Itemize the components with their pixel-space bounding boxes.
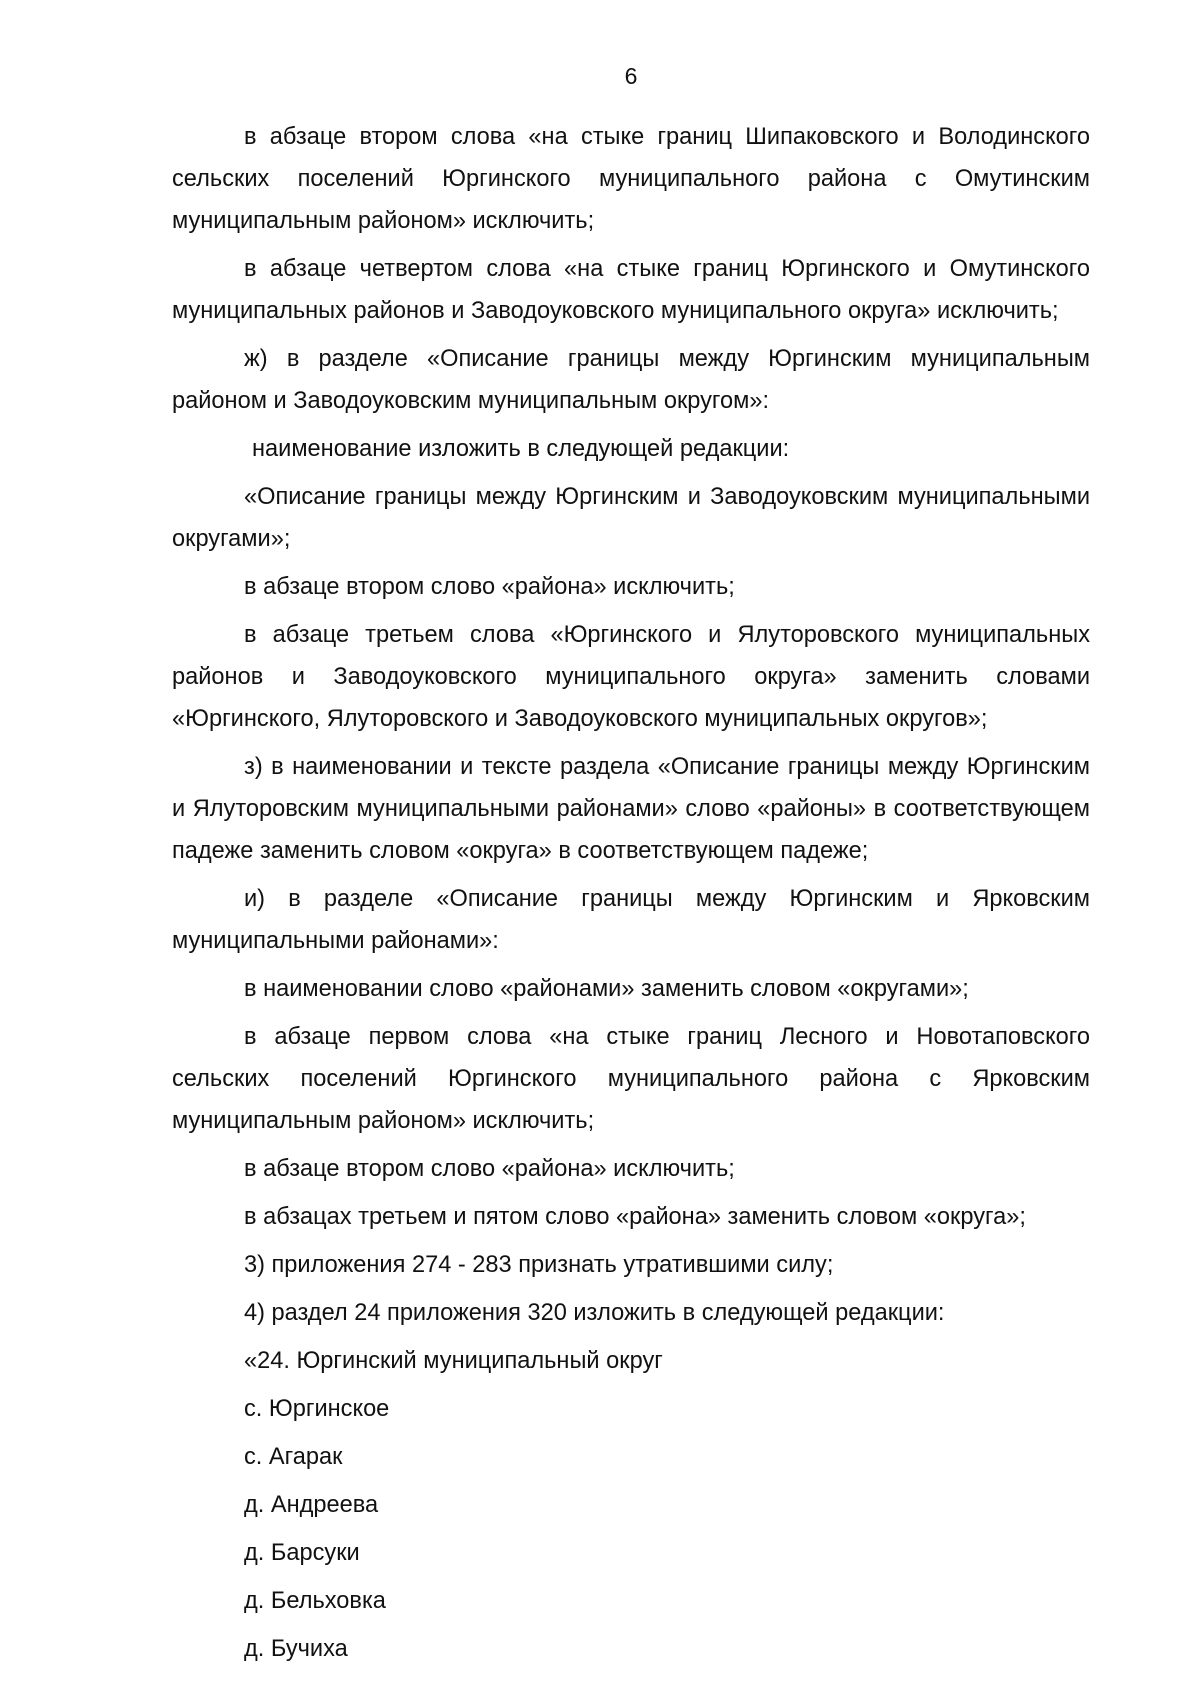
paragraph: в абзаце втором слово «района» исключить; <box>244 574 735 600</box>
paragraph: в наименовании слово «районами» заменить словом «округами»; <box>244 976 969 1002</box>
paragraph: з) в наименовании и тексте раздела «Описание границы между Юргинским и Ялуторовским муниципальными районами» слово «районы» в соответствующем падеже заменить словом «округа» в соответствующем падеже; <box>172 754 1090 864</box>
paragraph: в абзаце втором слова «на стыке границ Шипаковского и Володинского сельских поселений Юргинского муниципального района с Омутинским муниципальным районом» исключить; <box>172 124 1090 234</box>
settlement-item: д. Андреева <box>244 1492 379 1518</box>
page-number: 6 <box>624 63 638 89</box>
settlement-item: д. Барсуки <box>244 1540 360 1566</box>
paragraph: 3) приложения 274 - 283 признать утратившими силу; <box>244 1252 834 1278</box>
settlement-item: д. Бельховка <box>244 1588 386 1614</box>
settlement-item: д. Бучиха <box>244 1636 348 1662</box>
paragraph: 4) раздел 24 приложения 320 изложить в следующей редакции: <box>244 1300 945 1326</box>
section-heading: «24. Юргинский муниципальный округ <box>244 1348 663 1374</box>
settlement-item: с. Агарак <box>244 1444 343 1470</box>
paragraph: ж) в разделе «Описание границы между Юргинским муниципальным районом и Заводоуковским муниципальным округом»: <box>172 346 1090 414</box>
paragraph: и) в разделе «Описание границы между Юргинским и Ярковским муниципальными районами»: <box>172 886 1090 954</box>
settlement-item: с. Юргинское <box>244 1396 390 1422</box>
paragraph: в абзаце третьем слова «Юргинского и Ялуторовского муниципальных районов и Заводоуковского муниципального округа» заменить словами «Юргинского, Ялуторовского и Заводоуковского муниципальных округов»; <box>172 622 1090 732</box>
document-body <box>172 116 1090 1670</box>
paragraph: в абзаце первом слова «на стыке границ Лесного и Новотаповского сельских поселений Юргинского муниципального района с Ярковским муниципальным районом» исключить; <box>172 1024 1090 1134</box>
paragraph: в абзаце четвертом слова «на стыке границ Юргинского и Омутинского муниципальных районов и Заводоуковского муниципального округа» исключить; <box>172 256 1090 324</box>
paragraph: наименование изложить в следующей редакции: <box>252 436 790 462</box>
paragraph: «Описание границы между Юргинским и Заводоуковским муниципальными округами»; <box>172 484 1090 552</box>
paragraph: в абзаце втором слово «района» исключить; <box>244 1156 735 1182</box>
paragraph: в абзацах третьем и пятом слово «района» заменить словом «округа»; <box>244 1204 1026 1230</box>
